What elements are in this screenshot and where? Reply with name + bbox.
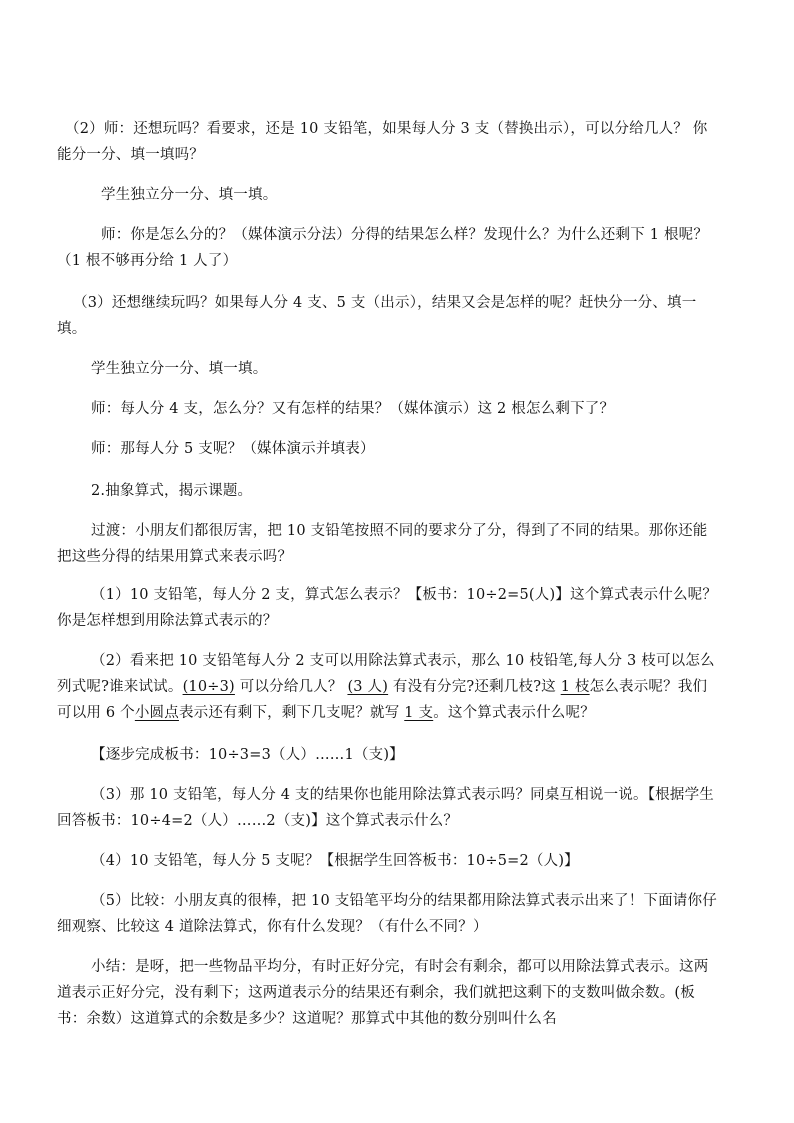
p11-text-3: 有没有分完?还剩几枝?这 (388, 679, 561, 695)
p11-text-6: 。这个算式表示什么呢？ (433, 705, 595, 721)
paragraph-15: （5）比较：小朋友真的很棒，把 10 支铅笔平均分的结果都用除法算式表示出来了！下面请你仔细观察、比较这 4 道除法算式，你有什么发现？（有什么不同？） (57, 893, 717, 935)
p11-text-2: 可以分给几人？ (234, 679, 348, 695)
paragraph-14: （4）10 支铅笔，每人分 5 支呢？【根据学生回答板书：10÷5=2（人)】 (91, 853, 579, 869)
paragraph-7: 师：那每人分 5 支呢？（媒体演示并填表） (91, 441, 375, 457)
underlined-one-pencil: 1 支 (404, 705, 434, 721)
section-heading: 2.抽象算式，揭示课题。 (91, 483, 253, 499)
underlined-answer-people: (3 人) (347, 679, 389, 695)
paragraph-4: （3）还想继续玩吗？如果每人分 4 支、5 支（出示），结果又会是怎样的呢？赶快分一分、填一填。 (57, 295, 697, 337)
p11-text-5: 表示还有剩下，剩下几支呢？就写 (178, 705, 405, 721)
p11-text-1: （2）看来把 10 支铅笔每人分 2 支可以用除法算式表示，那么 10 枝铅笔,每人分 3 枝可以怎么列式呢?谁来试试。 (57, 653, 715, 695)
underlined-answer-remainder: 1 枝 (560, 679, 590, 695)
paragraph-1: （2）师：还想玩吗？看要求，还是 10 支铅笔，如果每人分 3 支（替换出示），可以分给几人？ 你能分一分、填一填吗？ (57, 121, 708, 163)
paragraph-11 (57, 648, 719, 726)
underlined-small-dots: 小圆点 (134, 705, 179, 721)
paragraph-10: （1）10 支铅笔，每人分 2 支，算式怎么表示？【板书：10÷2=5(人)】这个算式表示什么呢？ 你是怎样想到用除法算式表示的？ (57, 587, 718, 629)
underlined-answer-formula: (10÷3) (182, 679, 235, 695)
paragraph-9: 过渡：小朋友们都很厉害，把 10 支铅笔按照不同的要求分了分，得到了不同的结果。那你还能把这些分得的结果用算式来表示吗？ (57, 523, 708, 565)
paragraph-13: （3）那 10 支铅笔，每人分 4 支的结果你也能用除法算式表示吗？同桌互相说一说。【根据学生回答板书：10÷4=2（人）……2（支)】这个算式表示什么？ (57, 787, 714, 829)
paragraph-16: 小结：是呀，把一些物品平均分，有时正好分完，有时会有剩余，都可以用除法算式表示。这两道表示正好分完，没有剩下；这两道表示分的结果还有剩余，我们就把这剩下的支数叫做余数。(板书：余数）这道算式的余数是多少？这道呢？那算式中其他的数分别叫什么名 (57, 959, 709, 1027)
paragraph-12: 【逐步完成板书：10÷3=3（人）……1（支)】 (91, 747, 404, 763)
paragraph-5: 学生独立分一分、填一填。 (91, 361, 268, 377)
paragraph-6: 师：每人分 4 支，怎么分？又有怎样的结果？（媒体演示）这 2 根怎么剩下了？ (91, 401, 615, 417)
p11-text-4: 怎么表示呢？我们可以用 6 个 (57, 679, 708, 721)
paragraph-3: 师：你是怎么分的？（媒体演示分法）分得的结果怎么样？发现什么？为什么还剩下 1 根呢？（1 根不够再分给 1 人了） (57, 227, 709, 269)
paragraph-2: 学生独立分一分、填一填。 (101, 187, 278, 203)
